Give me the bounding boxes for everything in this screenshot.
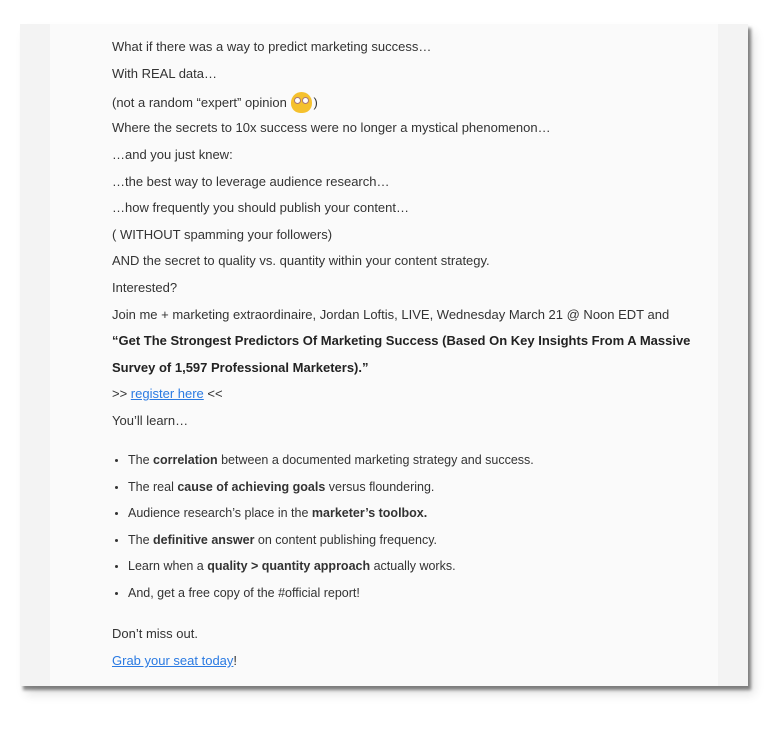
dont-miss-text: Don’t miss out. xyxy=(112,626,198,641)
bold-text: marketer’s toolbox. xyxy=(311,506,428,520)
text: And, get a free copy of the #official report! xyxy=(128,585,360,600)
text: The xyxy=(128,453,154,467)
headline-2: Survey of 1,597 Professional Marketers).” xyxy=(112,360,369,375)
text: ) xyxy=(313,95,318,110)
list-item xyxy=(128,558,534,585)
list-item xyxy=(128,479,534,506)
text: The xyxy=(128,532,154,547)
bold-text: quality > quantity approach xyxy=(207,559,371,573)
cta-line xyxy=(112,653,237,669)
text: Audience research’s place in the xyxy=(128,506,312,520)
text: on content publishing frequency. xyxy=(254,532,437,547)
text: (not a random “expert” opinion xyxy=(112,95,291,110)
text: versus floundering. xyxy=(325,479,435,494)
intro-line: …the best way to leverage audience research… xyxy=(112,174,390,189)
intro-line: …how frequently you should publish your content… xyxy=(112,200,410,215)
text: << xyxy=(203,386,223,401)
text: >> xyxy=(112,386,131,401)
list-item xyxy=(128,532,534,559)
text: The real xyxy=(128,479,178,494)
register-link[interactable]: register here xyxy=(130,386,204,401)
list-item xyxy=(128,505,534,532)
intro-line: AND the secret to quality vs. quantity within your content strategy. xyxy=(112,253,490,268)
intro-line: With REAL data… xyxy=(112,66,218,81)
learn-intro: You’ll learn… xyxy=(112,413,189,428)
bold-text: definitive answer xyxy=(153,532,255,547)
intro-line: Interested? xyxy=(112,280,178,295)
email-body xyxy=(50,24,718,686)
benefits-list xyxy=(110,452,534,611)
list-item xyxy=(128,585,534,612)
intro-line: Where the secrets to 10x success were no longer a mystical phenomenon… xyxy=(112,120,551,135)
text: actually works. xyxy=(370,559,456,573)
bold-text: correlation xyxy=(153,453,218,467)
grab-seat-link[interactable]: Grab your seat today xyxy=(112,653,234,668)
headline-1: “Get The Strongest Predictors Of Marketing Success (Based On Key Insights From A Massive xyxy=(112,333,691,348)
headline xyxy=(112,360,369,376)
intro-line: ( WITHOUT spamming your followers) xyxy=(112,227,333,242)
email-card xyxy=(20,24,748,686)
bold-text: cause of achieving goals xyxy=(177,479,326,494)
text: between a documented marketing strategy and success. xyxy=(217,453,534,467)
register-line xyxy=(112,386,223,402)
intro-line xyxy=(112,92,318,113)
intro-line: What if there was a way to predict marketing success… xyxy=(112,39,432,54)
text: Learn when a xyxy=(128,559,208,573)
intro-line: …and you just knew: xyxy=(112,147,233,162)
intro-line: Join me + marketing extraordinaire, Jordan Loftis, LIVE, Wednesday March 21 @ Noon EDT and xyxy=(112,307,670,322)
headline xyxy=(112,333,690,349)
rolling-eyes-emoji-icon xyxy=(291,92,312,113)
text: ! xyxy=(233,653,238,668)
list-item xyxy=(128,452,534,479)
